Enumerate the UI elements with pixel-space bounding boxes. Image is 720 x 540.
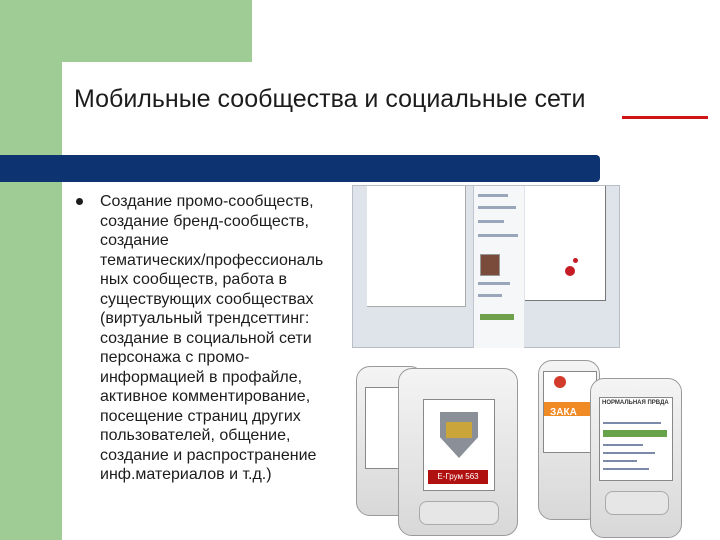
red-decoration (573, 258, 578, 263)
sidebar-line (478, 206, 516, 209)
phone-screen (543, 371, 597, 453)
sidebar-line (478, 282, 510, 285)
social-network-screenshot (352, 185, 620, 348)
news-green-bar (603, 430, 667, 437)
bullet-icon (76, 198, 83, 205)
bullet-text: Создание промо-сообществ, создание бренд-сообществ, создание тематических/профессиональ ных сообществ, работа в существующих сообществах (виртуальный трендсеттинг: создание в социальной сети персонажа с промо- информацией в профайле, активное комментирование, посещение страниц других пользователей, общение, создание и распространение инф.материалов и т.д.) (100, 193, 324, 483)
phone-keypad (419, 501, 499, 525)
ad-banner (544, 402, 596, 416)
screenshot-right-pane (525, 186, 606, 301)
screenshot-canvas (367, 186, 466, 307)
title-divider-bar (0, 155, 600, 182)
news-line (603, 468, 649, 470)
shield-banner (446, 422, 472, 438)
game-label: Е-Грум 563 (428, 470, 488, 484)
red-decoration (565, 266, 575, 276)
sidebar-line (478, 220, 504, 223)
screenshot-profile-sidebar (473, 186, 524, 348)
phone-screen (423, 399, 495, 491)
news-line (603, 422, 661, 424)
news-line (603, 444, 643, 446)
sidebar-line (478, 194, 508, 197)
phone-game (398, 368, 518, 536)
avatar (480, 254, 500, 276)
fruit-icon (554, 376, 566, 388)
title-accent-line (622, 116, 708, 119)
slide-title: Мобильные сообщества и социальные сети (74, 85, 586, 113)
phone-news (590, 378, 682, 538)
ad-banner-text: ЗАКА (550, 407, 577, 418)
news-line (603, 452, 655, 454)
sidebar-line (478, 234, 518, 237)
phone-keypad (605, 491, 669, 515)
phone-screen (599, 397, 673, 481)
news-line (603, 460, 637, 462)
news-heading: НОРМАЛЬНАЯ ПРВДА (602, 400, 669, 406)
sidebar-line (478, 294, 502, 297)
sidebar-button (480, 314, 514, 320)
